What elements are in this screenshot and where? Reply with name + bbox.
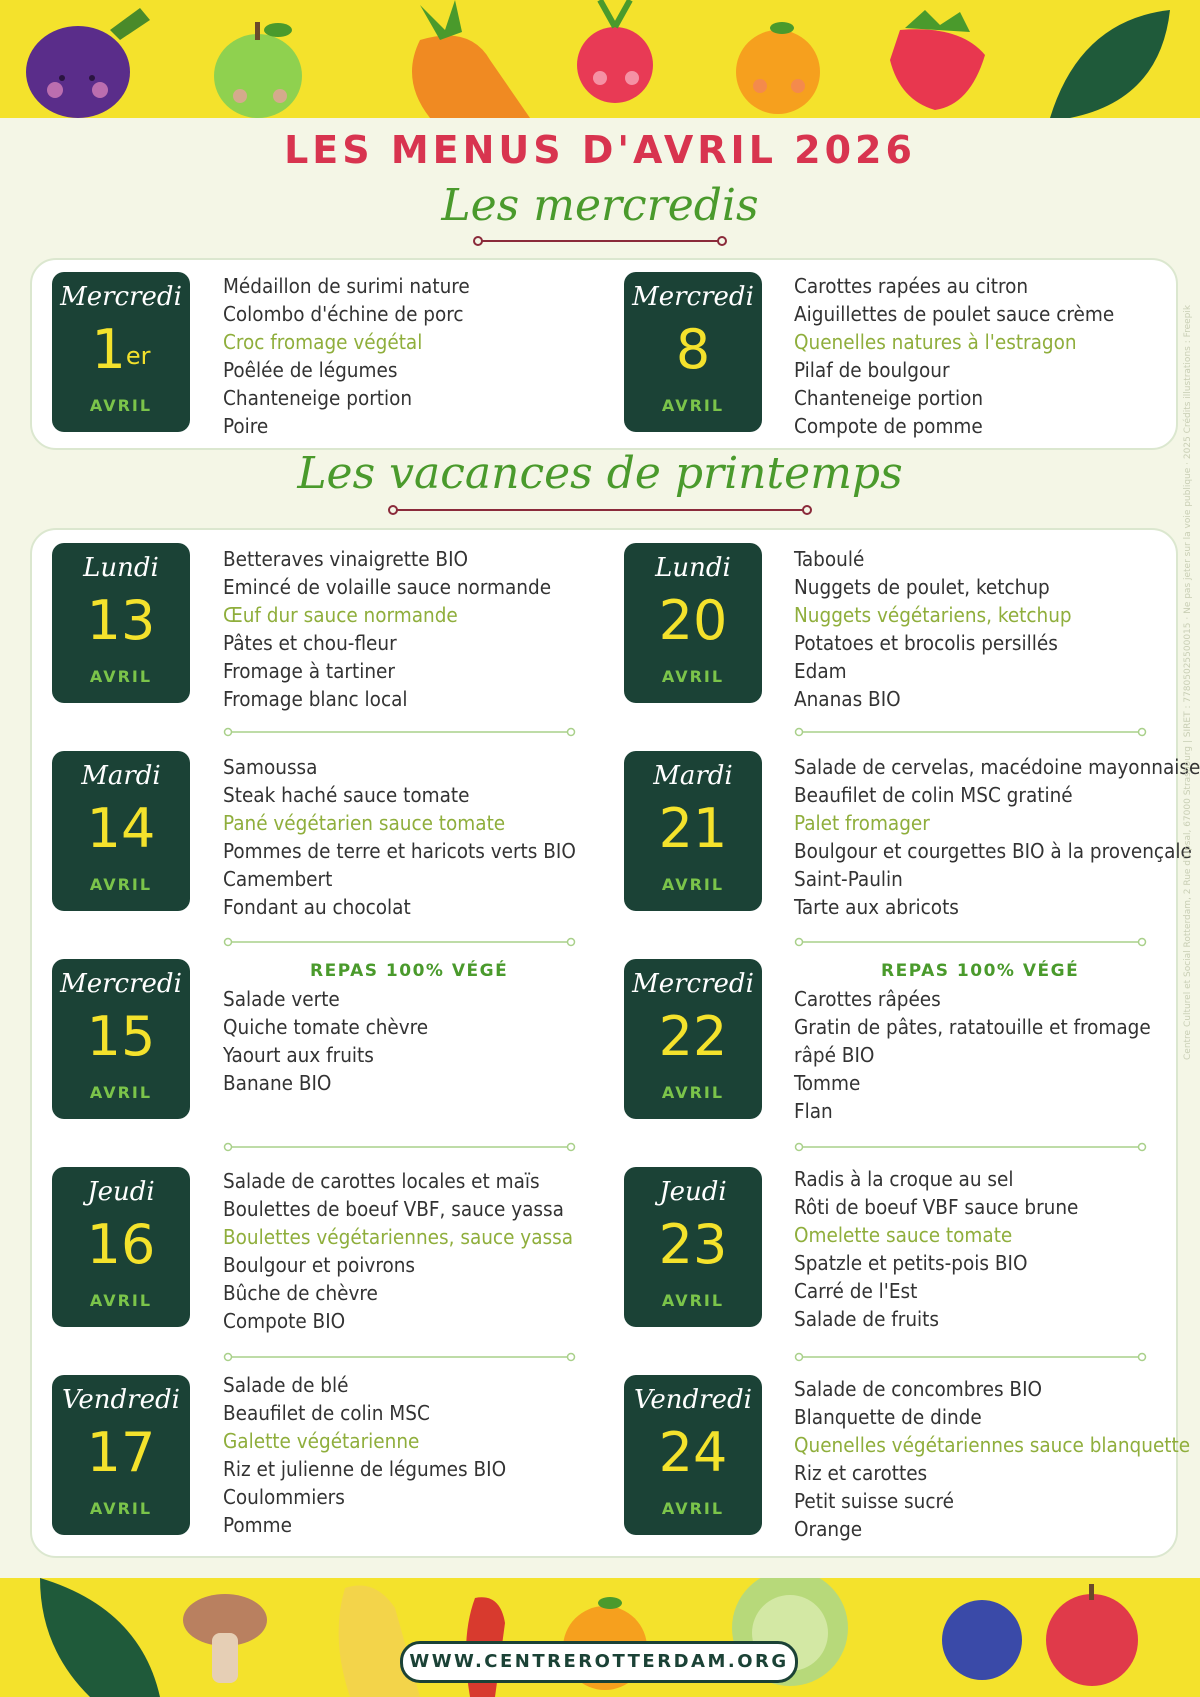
- menu-item: Fromage à tartiner: [223, 659, 395, 683]
- day-number: 16: [86, 1213, 156, 1276]
- website-link[interactable]: WWW.CENTREROTTERDAM.ORG: [400, 1641, 798, 1683]
- month-label: AVRIL: [661, 1291, 725, 1310]
- menu-item: Médaillon de surimi nature: [223, 274, 470, 298]
- day-number: 15: [86, 1005, 156, 1068]
- day-number: 21: [658, 797, 728, 860]
- month-label: AVRIL: [89, 1083, 153, 1102]
- day-number: 22: [658, 1005, 728, 1068]
- row-separator: [222, 1351, 577, 1363]
- day-name: Mercredi: [632, 969, 754, 999]
- menu-item: Yaourt aux fruits: [223, 1043, 374, 1067]
- menu-item: Salade de fruits: [794, 1307, 939, 1331]
- menu-item: Salade de cervelas, macédoine mayonnaise: [794, 755, 1200, 779]
- day-card-april-24: [624, 1375, 762, 1535]
- day-name: Jeudi: [87, 1177, 155, 1207]
- day-number: 24: [658, 1421, 728, 1484]
- menu-item: Salade de carottes locales et maïs: [223, 1169, 540, 1193]
- menu-item: Potatoes et brocolis persillés: [794, 631, 1058, 655]
- month-label: AVRIL: [661, 1083, 725, 1102]
- menu-item: Camembert: [223, 867, 333, 891]
- menu-item: Salade verte: [223, 987, 340, 1011]
- menu-item-vegetarian: Quenelles natures à l'estragon: [794, 330, 1077, 354]
- red-apple-icon: [1046, 1584, 1138, 1686]
- carrot-icon: [412, 0, 530, 118]
- day-name: Mardi: [653, 761, 733, 791]
- menu-item: Flan: [794, 1099, 833, 1123]
- day-number: 23: [658, 1213, 728, 1276]
- menu-item: Compote de pomme: [794, 414, 983, 438]
- menu-item: Compote BIO: [223, 1309, 346, 1333]
- menu-list-april-8: [794, 272, 1114, 440]
- month-label: AVRIL: [89, 1499, 153, 1518]
- day-name: Lundi: [83, 553, 159, 583]
- month-label: AVRIL: [89, 396, 153, 415]
- day-name: Vendredi: [634, 1385, 752, 1415]
- row-separator: [793, 726, 1148, 738]
- menu-item: Poêlée de légumes: [223, 358, 398, 382]
- menu-list-april-15: [223, 985, 428, 1097]
- menu-item-vegetarian: Nuggets végétariens, ketchup: [794, 603, 1072, 627]
- day-card-april-1: [52, 272, 190, 432]
- menu-item: Chanteneige portion: [223, 386, 413, 410]
- day-card-april-21: [624, 751, 762, 911]
- menu-list-april-22: [794, 985, 1151, 1125]
- row-separator: [793, 1141, 1148, 1153]
- day-name: Mardi: [81, 761, 161, 791]
- day-card-april-13: [52, 543, 190, 703]
- row-separator: [222, 726, 577, 738]
- menu-item-vegetarian: Pané végétarien sauce tomate: [223, 811, 506, 835]
- month-label: AVRIL: [661, 667, 725, 686]
- day-number: 8: [675, 318, 711, 381]
- row-separator: [793, 936, 1148, 948]
- menu-item-vegetarian: Quenelles végétariennes sauce blanquette: [794, 1433, 1191, 1457]
- menu-item-vegetarian: Boulettes végétariennes, sauce yassa: [223, 1225, 574, 1249]
- menu-item: Samoussa: [223, 755, 318, 779]
- green-apple-icon: [214, 22, 302, 118]
- menu-item: Salade de concombres BIO: [794, 1377, 1043, 1401]
- day-name: Vendredi: [62, 1385, 180, 1415]
- orange-icon: [736, 22, 820, 114]
- menu-item-vegetarian: Palet fromager: [794, 811, 930, 835]
- day-card-april-8: [624, 272, 762, 432]
- menu-item: Pilaf de boulgour: [794, 358, 950, 382]
- menu-item: Gratin de pâtes, ratatouille et fromage: [794, 1015, 1151, 1039]
- day-name: Jeudi: [659, 1177, 727, 1207]
- day-card-april-23: [624, 1167, 762, 1327]
- day-name: Lundi: [655, 553, 731, 583]
- menu-item: Blanquette de dinde: [794, 1405, 982, 1429]
- blueberry-icon: [942, 1600, 1022, 1680]
- menu-item: Ananas BIO: [794, 687, 901, 711]
- menu-list-april-16: [223, 1167, 573, 1335]
- title-flourish: [0, 501, 1200, 519]
- day-card-april-20: [624, 543, 762, 703]
- menu-item: Riz et julienne de légumes BIO: [223, 1457, 507, 1481]
- menu-item: Spatzle et petits-pois BIO: [794, 1251, 1028, 1275]
- day-card-april-16: [52, 1167, 190, 1327]
- menu-item: Edam: [794, 659, 847, 683]
- vege-meal-badge: REPAS 100% VÉGÉ: [881, 961, 1080, 981]
- day-card-april-22: [624, 959, 762, 1119]
- menu-list-april-20: [794, 545, 1072, 713]
- spinach-leaf-icon: [40, 1578, 160, 1697]
- menu-item: Pomme: [223, 1513, 292, 1537]
- menu-list-april-23: [794, 1165, 1078, 1333]
- menu-item-vegetarian: Croc fromage végétal: [223, 330, 423, 354]
- section-title-wednesdays: Les mercredis: [441, 180, 759, 231]
- menu-list-april-14: [223, 753, 576, 921]
- menu-list-april-17: [223, 1371, 506, 1539]
- menu-item: Steak haché sauce tomate: [223, 783, 470, 807]
- menu-item-vegetarian: Omelette sauce tomate: [794, 1223, 1013, 1247]
- title-flourish: [0, 232, 1200, 250]
- row-separator: [222, 1141, 577, 1153]
- menu-item: Boulettes de boeuf VBF, sauce yassa: [223, 1197, 564, 1221]
- menu-item: Saint-Paulin: [794, 867, 903, 891]
- menu-item: Nuggets de poulet, ketchup: [794, 575, 1050, 599]
- menu-item: Taboulé: [794, 547, 865, 571]
- mushroom-icon: [183, 1594, 267, 1683]
- page-title: LES MENUS D'AVRIL 2026: [284, 128, 916, 172]
- menu-item: Betteraves vinaigrette BIO: [223, 547, 469, 571]
- menu-item: Poire: [223, 414, 269, 438]
- menu-list-april-21: [794, 753, 1200, 921]
- row-separator: [222, 936, 577, 948]
- menu-item: Chanteneige portion: [794, 386, 984, 410]
- row-separator: [793, 1351, 1148, 1363]
- month-label: AVRIL: [661, 875, 725, 894]
- menu-item: Carré de l'Est: [794, 1279, 918, 1303]
- menu-item: Fromage blanc local: [223, 687, 408, 711]
- menu-item: Carottes rapées au citron: [794, 274, 1029, 298]
- vege-meal-badge: REPAS 100% VÉGÉ: [310, 961, 509, 981]
- menu-item: Orange: [794, 1517, 863, 1541]
- day-name: Mercredi: [632, 282, 754, 312]
- day-number: 20: [658, 589, 728, 652]
- day-name: Mercredi: [60, 969, 182, 999]
- day-name: Mercredi: [60, 282, 182, 312]
- menu-list-april-13: [223, 545, 551, 713]
- day-card-april-17: [52, 1375, 190, 1535]
- menu-item: Colombo d'échine de porc: [223, 302, 464, 326]
- menu-item: Tarte aux abricots: [794, 895, 959, 919]
- day-number: 13: [86, 589, 156, 652]
- day-number: 17: [86, 1421, 156, 1484]
- banana-icon: [339, 1586, 420, 1697]
- menu-item: Bûche de chèvre: [223, 1281, 378, 1305]
- menu-item: Rôti de boeuf VBF sauce brune: [794, 1195, 1079, 1219]
- month-label: AVRIL: [89, 667, 153, 686]
- menu-item: Banane BIO: [223, 1071, 332, 1095]
- month-label: AVRIL: [89, 1291, 153, 1310]
- menu-item-vegetarian: Galette végétarienne: [223, 1429, 420, 1453]
- radish-icon: [577, 0, 653, 103]
- top-fruit-banner: [0, 0, 1200, 118]
- menu-item-vegetarian: Œuf dur sauce normande: [223, 603, 458, 627]
- menu-item: Salade de blé: [223, 1373, 349, 1397]
- menu-item: Pâtes et chou-fleur: [223, 631, 397, 655]
- menu-item: Aiguillettes de poulet sauce crème: [794, 302, 1115, 326]
- menu-list-april-24: [794, 1375, 1190, 1543]
- menu-item: Carottes râpées: [794, 987, 941, 1011]
- side-credit-text: Centre Culturel et Social Rotterdam, 2 Rue d'Upsal, 67000 Strasbourg | SIRET : 77805025500015 · Ne pas jeter sur la voie publique · 2025 Crédits illustrations : Freepik: [1183, 304, 1193, 1060]
- menu-item: Radis à la croque au sel: [794, 1167, 1014, 1191]
- menu-item: Beaufilet de colin MSC: [223, 1401, 430, 1425]
- menu-item: Beaufilet de colin MSC gratiné: [794, 783, 1073, 807]
- eggplant-icon: [26, 8, 150, 118]
- menu-item: Boulgour et poivrons: [223, 1253, 416, 1277]
- day-card-april-15: [52, 959, 190, 1119]
- section-title-holidays: Les vacances de printemps: [297, 448, 903, 499]
- menu-item: Pommes de terre et haricots verts BIO: [223, 839, 576, 863]
- menu-item: Quiche tomate chèvre: [223, 1015, 429, 1039]
- menu-item: Petit suisse sucré: [794, 1489, 954, 1513]
- menu-item: Boulgour et courgettes BIO à la provençale: [794, 839, 1192, 863]
- day-number: 14: [86, 797, 156, 860]
- month-label: AVRIL: [661, 1499, 725, 1518]
- menu-item: Coulommiers: [223, 1485, 345, 1509]
- menu-item: Fondant au chocolat: [223, 895, 411, 919]
- day-number: 1er: [91, 318, 151, 381]
- menu-item: Riz et carottes: [794, 1461, 928, 1485]
- month-label: AVRIL: [661, 396, 725, 415]
- spinach-leaf-icon: [1050, 10, 1170, 118]
- menu-item: râpé BIO: [794, 1043, 875, 1067]
- menu-list-april-1: [223, 272, 470, 440]
- menu-item: Emincé de volaille sauce normande: [223, 575, 552, 599]
- strawberry-icon: [890, 10, 985, 110]
- month-label: AVRIL: [89, 875, 153, 894]
- menu-item: Tomme: [794, 1071, 861, 1095]
- day-card-april-14: [52, 751, 190, 911]
